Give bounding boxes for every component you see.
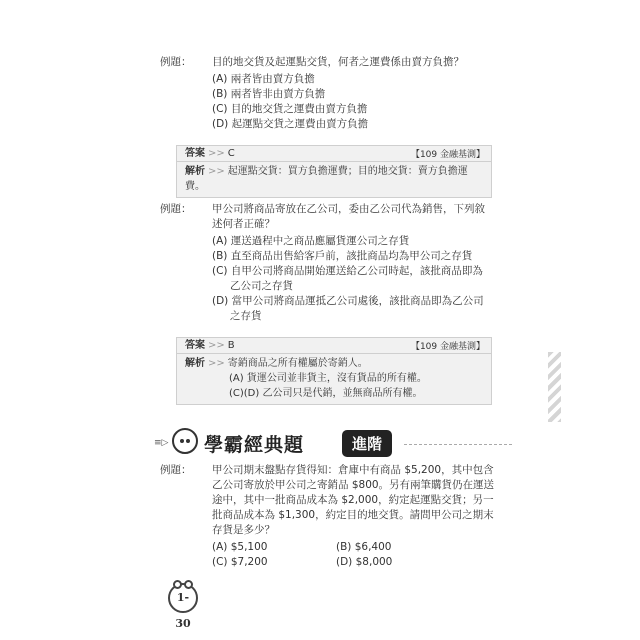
option-c: (C) 自甲公司將商品開始運送給乙公司時起，該批商品即為	[212, 265, 483, 277]
exam-source: 【109 金融基測】	[410, 342, 485, 352]
level-badge: 進階	[342, 430, 392, 457]
example-label: 例題：	[160, 464, 192, 476]
answer-row	[177, 146, 491, 162]
answer-value: B	[227, 340, 235, 351]
option-d: (D) 起運點交貨之運費由賣方負擔	[212, 118, 369, 130]
option-b: (B) 直至商品出售給客戶前，該批商品均為甲公司之存貨	[212, 250, 473, 262]
question-line: 甲公司期末盤點存貨得知：倉庫中有商品 $5,200，其中包含	[212, 464, 494, 476]
explanation-text: 寄銷商品之所有權屬於寄銷人。	[227, 358, 368, 369]
example-question-3	[160, 463, 494, 570]
option-c: (C) 目的地交貨之運費由賣方負擔	[212, 103, 368, 115]
option-a: (A) 兩者皆由賣方負擔	[212, 73, 315, 85]
answer-row	[177, 338, 491, 354]
chevron-right-icon: >>	[208, 148, 225, 159]
example-question-2	[160, 202, 485, 324]
answer-box-2	[176, 337, 492, 405]
section-banner	[152, 424, 512, 460]
question-line: 乙公司寄放於甲公司之寄銷品 $800。另有兩筆購貨仍在運送	[212, 479, 495, 491]
option-grid	[212, 540, 494, 570]
explanation-label: 解析	[185, 358, 205, 369]
question-line: 述何者正確？	[212, 218, 275, 230]
answer-box-1	[176, 145, 492, 198]
explanation-sub-cd: (C)(D) 乙公司只是代銷，並無商品所有權。	[229, 388, 423, 399]
exam-source: 【109 金融基測】	[410, 150, 485, 160]
option-list	[212, 72, 464, 132]
option-d: (D) $8,000	[336, 556, 393, 568]
option-d: (D) 當甲公司將商品運抵乙公司處後，該批商品即為乙公司	[212, 295, 484, 307]
question-text	[212, 202, 485, 232]
speed-lines-icon: ≡▷	[154, 438, 169, 448]
section-title: 學霸經典題	[204, 434, 305, 456]
chevron-right-icon: >>	[208, 340, 225, 351]
option-c-continued: 乙公司之存貨	[230, 280, 293, 292]
option-b: (B) 兩者皆非由賣方負擔	[212, 88, 326, 100]
chevron-right-icon: >>	[208, 166, 225, 177]
chevron-right-icon: >>	[208, 358, 225, 369]
explanation-sub-a: (A) 貨運公司並非貨主，沒有貨品的所有權。	[229, 373, 427, 384]
explanation-row	[177, 354, 491, 404]
page-edge-stripe	[548, 352, 561, 422]
example-label: 例題：	[160, 203, 192, 215]
banner-divider	[404, 444, 512, 445]
answer-label: 答案	[185, 148, 205, 159]
question-line: 途中，其中一批商品成本為 $2,000，約定起運點交貨；另一	[212, 494, 494, 506]
option-d-continued: 之存貨	[230, 310, 262, 322]
answer-label: 答案	[185, 340, 205, 351]
explanation-text: 起運點交貨：買方負擔運費；目的地交貨：賣方負擔運費。	[185, 166, 468, 192]
question-text	[212, 463, 494, 538]
explanation-label: 解析	[185, 166, 205, 177]
question-line: 甲公司將商品寄放在乙公司，委由乙公司代為銷售，下列敘	[212, 203, 485, 215]
option-a: (A) 運送過程中之商品應屬貨運公司之存貨	[212, 235, 410, 247]
question-line: 存貨是多少？	[212, 524, 275, 536]
option-c: (C) $7,200	[212, 556, 268, 568]
mascot-icon	[172, 428, 198, 454]
explanation-row	[177, 162, 491, 197]
page-number: 1-30	[168, 583, 198, 613]
example-label: 例題：	[160, 56, 192, 68]
question-line: 批商品成本為 $1,300，約定目的地交貨。請問甲公司之期末	[212, 509, 494, 521]
option-list	[212, 234, 485, 324]
option-b: (B) $6,400	[336, 541, 392, 553]
answer-value: C	[227, 148, 235, 159]
example-question-1	[160, 55, 464, 132]
question-text: 目的地交貨及起運點交貨，何者之運費係由賣方負擔？	[212, 56, 464, 68]
option-a: (A) $5,100	[212, 541, 268, 553]
